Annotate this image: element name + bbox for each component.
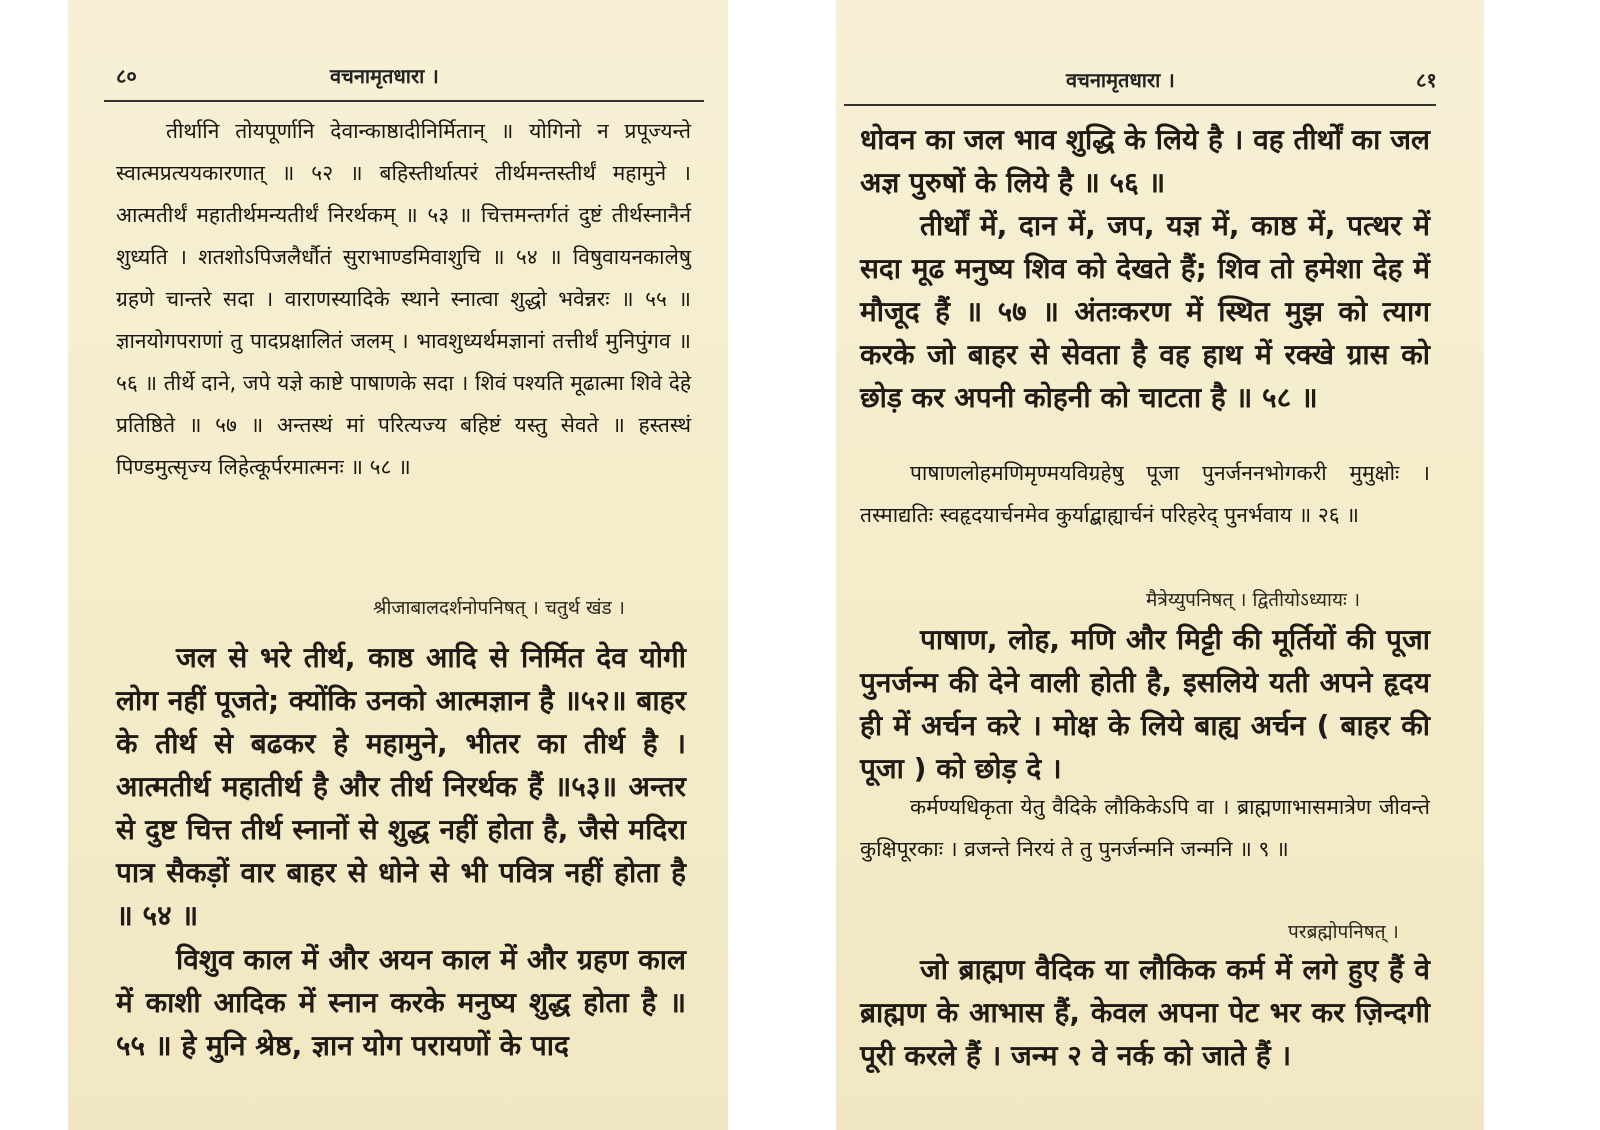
left-sanskrit-verses: तीर्थानि तोयपूर्णानि देवान्काष्ठादीनिर्मितान् ॥ योगिनो न प्रपूज्यन्ते स्वात्मप्रत्ययकारणात् ॥ ५२ ॥ बहिस्तीर्थात्परं तीर्थमन्तस्तीर्थं महामुने । आत्मतीर्थं महातीर्थमन्यतीर्थं निरर्थकम् ॥ ५३ ॥ चित्तमन्तर्गतं दुष्टं तीर्थस्नानैर्न शुध्यति । शतशोऽपिजलैर्धौतं सुराभाण्डमिवाशुचि ॥ ५४ ॥ विषुवायनकालेषु ग्रहणे चान्तरे सदा । वाराणस्यादिके स्थाने स्नात्वा शुद्धो भवेन्नरः ॥ ५५ ॥ ज्ञानयोगपराणां तु पादप्रक्षालितं जलम् । भावशुध्यर्थमज्ञानां तत्तीर्थं मुनिपुंगव ॥ ५६ ॥ तीर्थे दाने, जपे यज्ञे काष्टे पाषाणके सदा । शिवं पश्यति मूढात्मा शिवे देहे प्रतिष्ठिते ॥ ५७ ॥ अन्तस्थं मां परित्यज्य बहिष्टं यस्तु सेवते ॥ हस्तस्थं पिण्डमुत्सृज्य लिहेत्कूर्परमात्मनः ॥ ५८ ॥ [116,119,691,479]
left-header-rule [104,100,704,102]
right-source-2: परब्रह्मोपनिषत् । [1288,921,1399,943]
right-page [836,0,1484,1130]
right-translation-3: पाषाण, लोह, मणि और मिट्टी की मूर्तियों की पूजा पुनर्जन्म की देने वाली होती है, इसलिये यती अपने हृदय ही में अर्चन करे । मोक्ष के लिये बाह्य अर्चन ( बाहर की पूजा ) को छोड़ दे । [860,623,1430,785]
left-page-number: ८० [116,64,137,88]
right-source-1: मैत्रेय्युपनिषत् । द्वितीयोऽध्यायः । [1146,589,1361,611]
right-translation-2: तीर्थों में, दान में, जप, यज्ञ में, काष्ठ में, पत्थर में सदा मूढ मनुष्य शिव को देखते हैं; शिव तो हमेशा देह में मौजूद हैं ॥ ५७ ॥ अंतःकरण में स्थित मुझ को त्याग करके जो बाहर से सेवता है वह हाथ में रक्खे ग्रास को छोड़ कर अपनी कोहनी को चाटता है ॥ ५८ ॥ [860,209,1430,414]
left-source-citation: श्रीजाबालदर्शनोपनिषत् । चतुर्थ खंड । [373,597,625,619]
right-translation-4: जो ब्राह्मण वैदिक या लौकिक कर्म में लगे हुए हैं वे ब्राह्मण के आभास हैं, केवल अपना पेट भर कर ज़िन्दगी पूरी करले हैं । जन्म २ वे नर्क को जाते हैं । [860,953,1430,1072]
right-header-rule [844,104,1436,106]
left-running-title: वचनामृतधारा । [330,64,439,88]
left-translation-1: जल से भरे तीर्थ, काष्ठ आदि से निर्मित देव योगी लोग नहीं पूजते; क्योंकि उनको आत्मज्ञान है ॥५२॥ बाहर के तीर्थ से बढकर हे महामुने, भीतर का तीर्थ है । आत्मतीर्थ महातीर्थ है और तीर्थ निरर्थक हैं ॥५३॥ अन्तर से दुष्ट चित्त तीर्थ स्नानों से शुद्ध नहीं होता है, जैसे मदिरा पात्र सैकड़ों वार बाहर से धोने से भी पवित्र नहीं होता है ॥ ५४ ॥ [116,641,686,932]
right-translation-cont: धोवन का जल भाव शुद्धि के लिये है । वह तीर्थों का जल अज्ञ पुरुषों के लिये है ॥ ५६ ॥ [860,123,1430,199]
right-sanskrit-2: कर्मण्यधिकृता येतु वैदिके लौकिकेऽपि वा । ब्राह्मणाभासमात्रेण जीवन्ते कुक्षिपूरकाः । व्रजन्ते निरयं ते तु पुनर्जन्मनि जन्मनि ॥ ९ ॥ [860,795,1430,861]
right-running-title: वचनामृतधारा । [1066,68,1175,92]
left-translation-2: विशुव काल में और अयन काल में और ग्रहण काल में काशी आदिक में स्नान करके मनुष्य शुद्ध होता है ॥ ५५ ॥ हे मुनि श्रेष्ठ, ज्ञान योग परायणों के पाद [116,943,686,1062]
left-page [68,0,728,1130]
right-page-number: ८१ [1416,68,1437,92]
right-sanskrit-1: पाषाणलोहमणिमृण्मयविग्रहेषु पूजा पुनर्जननभोगकरी मुमुक्षोः । तस्माद्यतिः स्वहृदयार्चनमेव कुर्याद्बाह्यार्चनं परिहरेद् पुनर्भवाय ॥ २६ ॥ [860,461,1430,527]
